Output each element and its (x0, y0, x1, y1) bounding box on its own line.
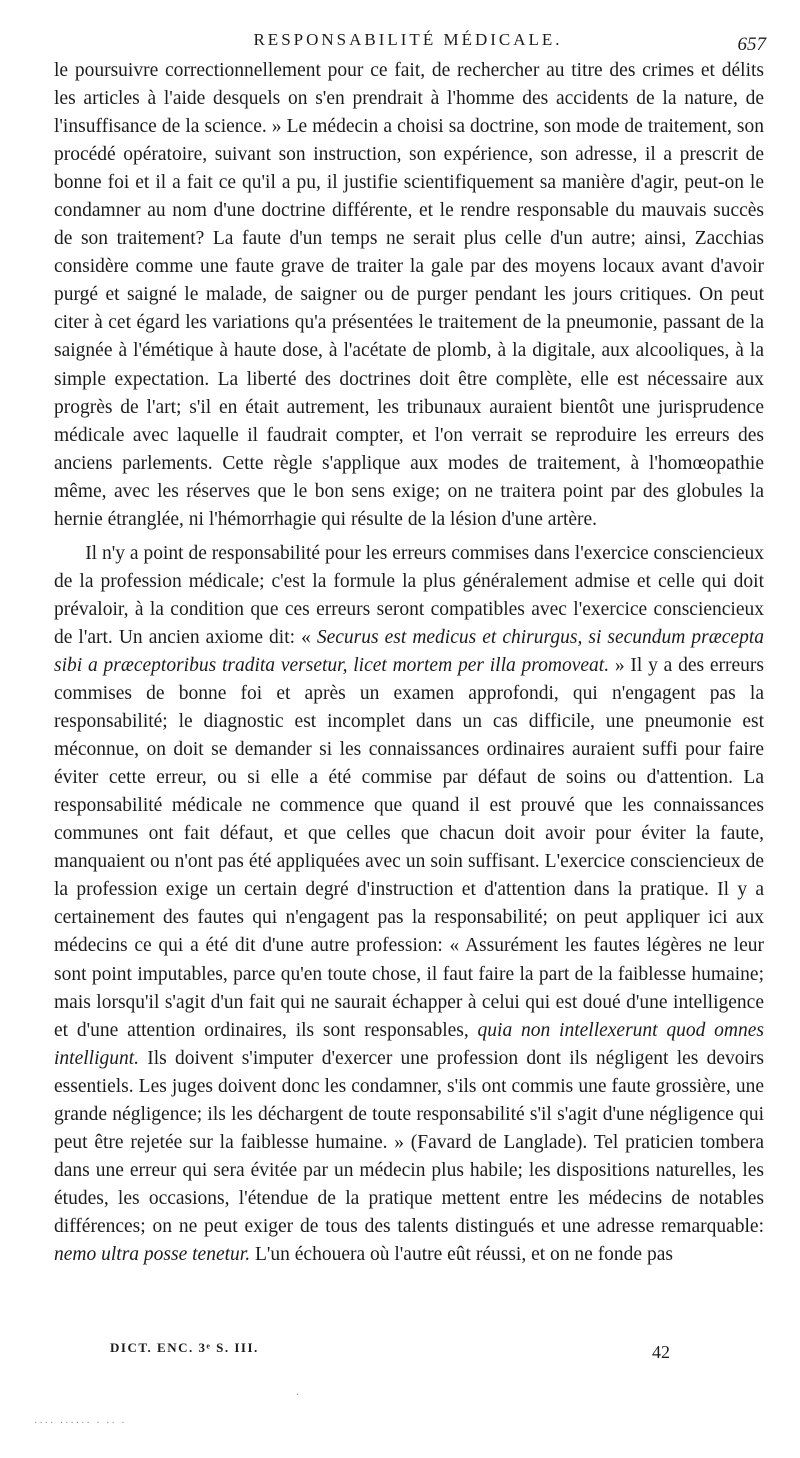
scan-speck: · (296, 1390, 302, 1401)
paragraph-1 (54, 57, 764, 534)
paragraph-2-text-2: » Il y a des erreurs commises de bonne foi et après un examen approfondi, qui n'engagent pas la responsabilité; le diagnostic est incomplet dans un cas difficile, une pneumonie est méconnue, on doit se demander si les connaissances ordinaires auraient suffi pour faire éviter cette erreur, ou si elle a été commise par défaut de soins ou d'attention. La responsabilité médicale ne commence que quand il est prouvé que les connaissances communes ont fait défaut, et que celles que chacun doit avoir pour éviter la faute, manquaient ou n'ont pas été appliquées avec un soin suffisant. L'exercice consciencieux de la profession exige un certain degré d'instruction et d'attention dans la pratique. Il y a certainement des fautes qui n'engagent pas la responsabilité; on peut appliquer ici aux médecins ce qui a été dit d'une autre profession: « Assurément les fautes légères ne leur sont point imputables, parce qu'en toute chose, il faut faire la part de la faiblesse humaine; mais lorsqu'il s'agit d'un fait qui ne saurait échapper à celui qui est doué d'une intelligence et d'une attention ordinaires, ils sont responsables, (54, 654, 764, 1041)
running-head (50, 28, 766, 54)
latin-axiom-quote: Securus est medicus et chirurgus, si secundum præcepta sibi a præceptoribus tradita versetur, licet mortem per illa promoveat. (54, 626, 764, 676)
body-text (54, 57, 764, 1269)
paragraph-2-text-3: Ils doivent s'imputer d'exercer une profession dont ils négligent les devoirs essentiels. Les juges doivent donc les condamner, s'ils ont commis une faute grossière, une grande négligence; ils les déchargent de toute responsabilité s'il s'agit d'une négligence qui peut être rejetée sur la faiblesse humaine. » (Favard de Langlade). Tel praticien tombera dans une erreur qui sera évitée par un médecin plus habile; les dispositions naturelles, les études, les occasions, l'étendue de la pratique mettent entre les médecins de notables différences; on ne peut exiger de tous des talents distingués et une adresse remarquable: (54, 1047, 764, 1237)
paragraph-2 (54, 540, 764, 1269)
paragraph-1-text: le poursuivre correctionnellement pour ce fait, de rechercher au titre des crimes et délits les articles à l'aide desquels on s'en prendrait à l'homme des accidents de la nature, de l'insuffisance de la science. » Le médecin a choisi sa doctrine, son mode de traitement, son procédé opératoire, suivant son instruction, son expérience, son adresse, il a prescrit de bonne foi et il a fait ce qu'il a pu, il justifie scientifiquement sa manière d'agir, peut-on le condamner au nom d'une doctrine différente, et le rendre responsable du mauvais succès de son traitement? La faute d'un temps ne serait plus celle d'un autre; ainsi, Zacchias considère comme une faute grave de traiter la gale par des moyens locaux avant d'avoir purgé et saigné le malade, de saigner ou de purger pendant les jours critiques. On peut citer à cet égard les variations qu'a présentées le traitement de la pneumonie, passant de la saignée à l'émétique à haute dose, à l'acétate de plomb, à la digitale, aux alcooliques, à la simple expectation. La liberté des doctrines doit être complète, elle est nécessaire aux progrès de l'art; s'il en était autrement, les tribunaux auraient bientôt une jurisprudence médicale avec laquelle il faudrait compter, et l'on verrait se reproduire les erreurs des anciens parlements. Cette règle s'applique aux modes de traitement, à l'homœopathie même, avec les réserves que le bon sens exige; on ne traitera point par des globules la hernie étranglée, ni l'hémorrhagie qui résulte de la lésion d'une artère. (54, 60, 764, 530)
page-footer (110, 1338, 670, 1366)
latin-phrase-intelligunt: quia non intellexerunt quod omnes intelligunt. (54, 1019, 764, 1069)
running-title: RESPONSABILITÉ MÉDICALE. (253, 30, 563, 49)
latin-phrase-nemo-ultra: nemo ultra posse tenetur. (54, 1243, 251, 1265)
printer-signature: DICT. ENC. 3ᵉ S. III. (110, 1340, 259, 1355)
scan-dotted-line: ···· ······ · ·· · (34, 1418, 127, 1429)
paragraph-2-text-4: L'un échouera où l'autre eût réussi, et on ne fonde pas (250, 1243, 673, 1265)
page-number: 657 (737, 34, 766, 55)
paragraph-2-text-1: Il n'y a point de responsabilité pour les erreurs commises dans l'exercice consciencieux de la profession médicale; c'est la formule la plus généralement admise et celle qui doit prévaloir, à la condition que ces erreurs seront compatibles avec l'exercice consciencieux de l'art. Un ancien axiome dit: « (54, 542, 764, 648)
sheet-number: 42 (652, 1342, 670, 1362)
